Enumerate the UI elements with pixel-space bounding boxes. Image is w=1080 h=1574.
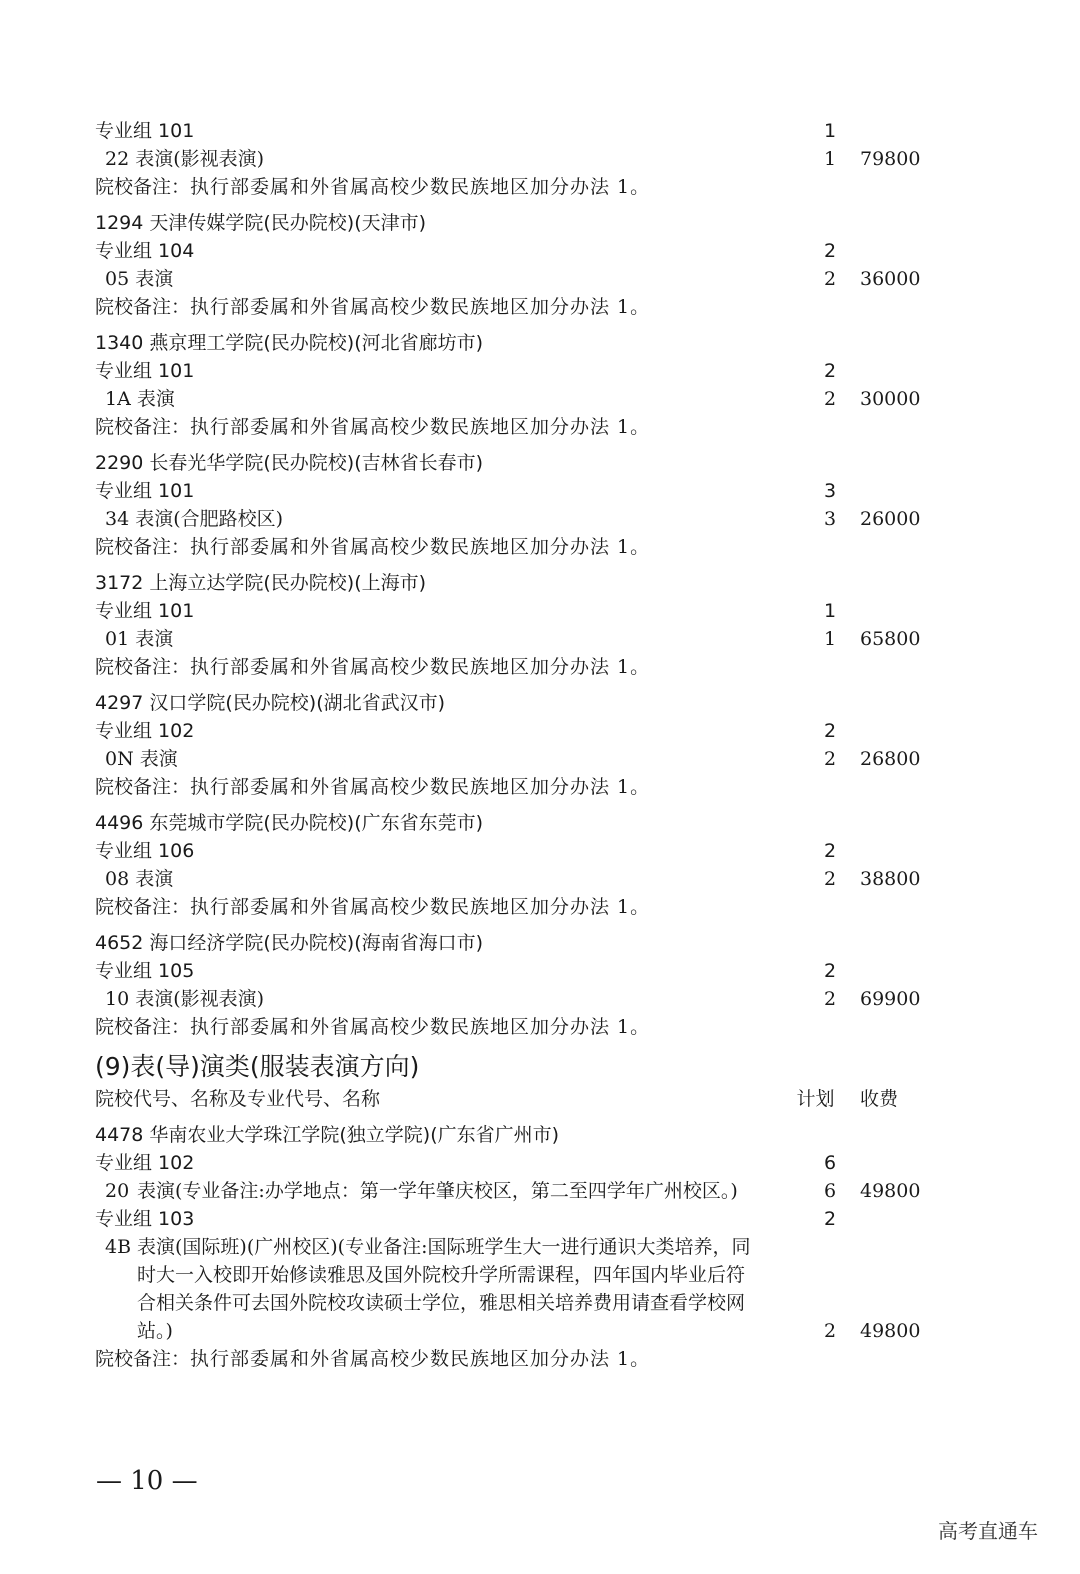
column-header-row	[95, 1085, 975, 1113]
major-plan: 2	[823, 748, 837, 770]
major-code: 4B	[105, 1236, 132, 1258]
school-name: 4652 海口经济学院(民办院校)(海南省海口市)	[95, 932, 484, 954]
major-code: 10	[105, 988, 130, 1010]
school-row	[95, 929, 975, 957]
school-note-row	[95, 533, 975, 561]
group-row	[95, 837, 975, 865]
major-row	[95, 1233, 975, 1345]
note-label: 院校备注：	[95, 776, 191, 798]
major-plan: 2	[823, 268, 837, 290]
group-label: 专业组 102	[95, 1152, 195, 1174]
group-label: 专业组 101	[95, 360, 195, 382]
major-row	[95, 865, 975, 893]
major-code: 01	[105, 628, 130, 650]
major-name: 表演	[135, 868, 174, 890]
school-note-row	[95, 413, 975, 441]
group-row	[95, 717, 975, 745]
group-label: 专业组 101	[95, 600, 195, 622]
major-name: 表演	[135, 268, 174, 290]
note-text: 执行部委属和外省属高校少数民族地区加分办法 1。	[190, 1016, 651, 1038]
major-plan: 2	[823, 388, 837, 410]
school-note-row	[95, 893, 975, 921]
note-label: 院校备注：	[95, 416, 191, 438]
note-label: 院校备注：	[95, 656, 191, 678]
group-label: 专业组 104	[95, 240, 195, 262]
major-row	[95, 1177, 975, 1205]
group-plan: 1	[823, 120, 837, 142]
major-fee: 26800	[860, 748, 921, 770]
group-label: 专业组 105	[95, 960, 195, 982]
major-fee: 65800	[860, 628, 921, 650]
major-name: 表演(专业备注:办学地点：第一学年肇庆校区，第二至四学年广州校区。)	[137, 1180, 738, 1202]
major-code: 34	[105, 508, 130, 530]
major-row	[95, 265, 975, 293]
note-label: 院校备注：	[95, 896, 191, 918]
school-row	[95, 329, 975, 357]
major-fee: 38800	[860, 868, 921, 890]
note-text: 执行部委属和外省属高校少数民族地区加分办法 1。	[190, 1348, 651, 1370]
group-row	[95, 117, 975, 145]
note-text: 执行部委属和外省属高校少数民族地区加分办法 1。	[190, 776, 651, 798]
major-entry	[105, 145, 264, 173]
major-row	[95, 505, 975, 533]
column-header-name: 院校代号、名称及专业代号、名称	[95, 1088, 381, 1110]
group-row	[95, 477, 975, 505]
major-plan: 2	[823, 1320, 837, 1342]
column-header-fee: 收费	[860, 1088, 899, 1110]
major-name: 表演	[139, 748, 178, 770]
major-code: 1A	[105, 388, 131, 410]
group-plan: 6	[823, 1152, 837, 1174]
note-text: 执行部委属和外省属高校少数民族地区加分办法 1。	[190, 656, 651, 678]
school-row	[95, 569, 975, 597]
major-plan: 2	[823, 988, 837, 1010]
major-row	[95, 145, 975, 173]
major-plan: 1	[823, 628, 837, 650]
group-plan: 2	[823, 360, 837, 382]
school-row	[95, 809, 975, 837]
major-fee: 49800	[860, 1180, 921, 1202]
group-plan: 2	[823, 1208, 837, 1230]
major-row	[95, 745, 975, 773]
section-title: (9)表(导)演类(服装表演方向)	[95, 1052, 420, 1081]
group-row	[95, 1149, 975, 1177]
major-fee: 69900	[860, 988, 921, 1010]
major-entry	[105, 865, 173, 893]
major-name: 表演(合肥路校区)	[135, 508, 284, 530]
note-text: 执行部委属和外省属高校少数民族地区加分办法 1。	[190, 536, 651, 558]
major-fee: 30000	[860, 388, 921, 410]
group-row	[95, 957, 975, 985]
note-label: 院校备注：	[95, 1016, 191, 1038]
major-row	[95, 985, 975, 1013]
major-entry	[105, 265, 173, 293]
group-plan: 2	[823, 720, 837, 742]
major-code: 20	[105, 1180, 130, 1202]
school-name: 1340 燕京理工学院(民办院校)(河北省廊坊市)	[95, 332, 484, 354]
group-row	[95, 1205, 975, 1233]
note-text: 执行部委属和外省属高校少数民族地区加分办法 1。	[190, 296, 651, 318]
group-row	[95, 237, 975, 265]
school-note-row	[95, 773, 975, 801]
major-fee: 49800	[860, 1320, 921, 1342]
group-label: 专业组 103	[95, 1208, 195, 1230]
school-note-row	[95, 1345, 975, 1373]
group-label: 专业组 101	[95, 120, 195, 142]
major-row	[95, 625, 975, 653]
note-label: 院校备注：	[95, 1348, 191, 1370]
major-name: 表演	[136, 388, 175, 410]
major-entry	[105, 505, 283, 533]
group-plan: 3	[823, 480, 837, 502]
column-header-plan: 计划	[796, 1088, 835, 1110]
group-label: 专业组 106	[95, 840, 195, 862]
major-code: 05	[105, 268, 130, 290]
page-number: — 10 —	[96, 1466, 198, 1496]
watermark-text: 高考直通车	[938, 1519, 1038, 1543]
note-text: 执行部委属和外省属高校少数民族地区加分办法 1。	[190, 176, 651, 198]
major-plan: 3	[823, 508, 837, 530]
school-name: 4478 华南农业大学珠江学院(独立学院)(广东省广州市)	[95, 1124, 560, 1146]
group-row	[95, 597, 975, 625]
school-note-row	[95, 1013, 975, 1041]
major-entry	[105, 745, 178, 773]
major-name: 表演	[135, 628, 174, 650]
major-name: 表演(国际班)(广州校区)(专业备注:国际班学生大一进行通识大类培养，同时大一入校即开始修读雅思及国外院校升学所需课程，四年国内毕业后符合相关条件可去国外院校攻读硕士学位，雅思相关培养费用请查看学校网站。)	[137, 1236, 751, 1342]
group-label: 专业组 102	[95, 720, 195, 742]
group-plan: 2	[823, 840, 837, 862]
major-entry	[105, 625, 173, 653]
major-code: 22	[105, 148, 130, 170]
note-text: 执行部委属和外省属高校少数民族地区加分办法 1。	[190, 416, 651, 438]
major-fee: 79800	[860, 148, 921, 170]
school-row	[95, 209, 975, 237]
group-plan: 2	[823, 240, 837, 262]
group-plan: 2	[823, 960, 837, 982]
group-row	[95, 357, 975, 385]
school-name: 4496 东莞城市学院(民办院校)(广东省东莞市)	[95, 812, 484, 834]
school-row	[95, 1121, 975, 1149]
school-name: 1294 天津传媒学院(民办院校)(天津市)	[95, 212, 427, 234]
major-entry	[105, 985, 264, 1013]
major-row	[95, 385, 975, 413]
school-name: 3172 上海立达学院(民办院校)(上海市)	[95, 572, 427, 594]
major-code: 0N	[105, 748, 134, 770]
school-row	[95, 449, 975, 477]
note-label: 院校备注：	[95, 176, 191, 198]
note-label: 院校备注：	[95, 296, 191, 318]
admission-list	[95, 117, 975, 1373]
school-row	[95, 689, 975, 717]
school-name: 2290 长春光华学院(民办院校)(吉林省长春市)	[95, 452, 484, 474]
school-note-row	[95, 653, 975, 681]
major-fee: 36000	[860, 268, 921, 290]
major-name: 表演(影视表演)	[135, 148, 265, 170]
school-note-row	[95, 173, 975, 201]
major-plan: 1	[823, 148, 837, 170]
group-label: 专业组 101	[95, 480, 195, 502]
major-plan: 6	[823, 1180, 837, 1202]
major-code: 08	[105, 868, 130, 890]
major-plan: 2	[823, 868, 837, 890]
school-note-row	[95, 293, 975, 321]
major-fee: 26000	[860, 508, 921, 530]
school-name: 4297 汉口学院(民办院校)(湖北省武汉市)	[95, 692, 446, 714]
note-label: 院校备注：	[95, 536, 191, 558]
major-name: 表演(影视表演)	[135, 988, 265, 1010]
major-entry	[105, 385, 175, 413]
note-text: 执行部委属和外省属高校少数民族地区加分办法 1。	[190, 896, 651, 918]
group-plan: 1	[823, 600, 837, 622]
